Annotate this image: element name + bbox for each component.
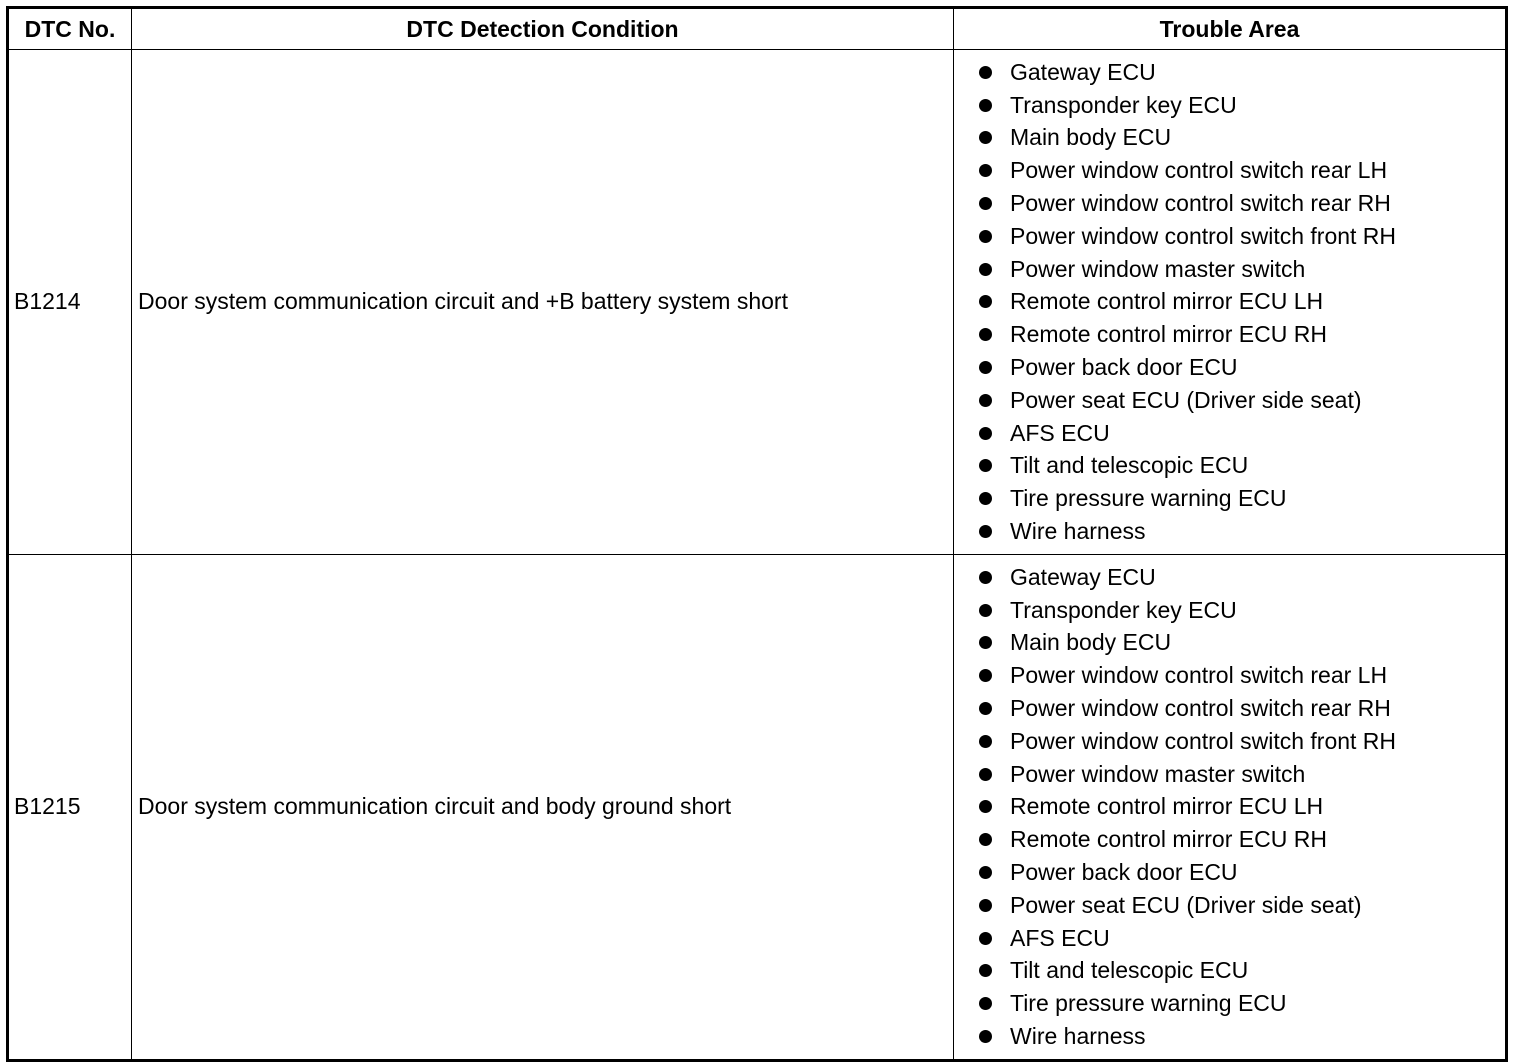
trouble-area-cell	[954, 554, 1507, 1060]
bullet-icon	[979, 295, 992, 308]
table-row	[8, 50, 1507, 555]
trouble-area-list	[954, 56, 1505, 548]
bullet-icon	[979, 525, 992, 538]
list-item	[954, 1020, 1505, 1053]
bullet-icon	[979, 492, 992, 505]
bullet-icon	[979, 833, 992, 846]
trouble-area-label: Tilt and telescopic ECU	[1010, 452, 1249, 479]
list-item	[954, 253, 1505, 286]
trouble-area-label: Power seat ECU (Driver side seat)	[1010, 386, 1362, 413]
trouble-area-label: Remote control mirror ECU LH	[1010, 793, 1324, 820]
trouble-area-label: Tire pressure warning ECU	[1010, 485, 1287, 512]
trouble-area-label: Transponder key ECU	[1010, 596, 1237, 623]
trouble-area-label: Power window control switch rear LH	[1010, 157, 1388, 184]
bullet-icon	[979, 328, 992, 341]
bullet-icon	[979, 197, 992, 210]
list-item	[954, 482, 1505, 515]
list-item	[954, 627, 1505, 660]
list-item	[954, 154, 1505, 187]
bullet-icon	[979, 964, 992, 977]
trouble-area-label: Wire harness	[1010, 518, 1146, 545]
trouble-area-label: Power window control switch rear LH	[1010, 662, 1388, 689]
trouble-area-label: AFS ECU	[1010, 924, 1110, 951]
bullet-icon	[979, 932, 992, 945]
trouble-area-label: Power window control switch front RH	[1010, 727, 1397, 754]
list-item	[954, 515, 1505, 548]
bullet-icon	[979, 735, 992, 748]
bullet-icon	[979, 361, 992, 374]
list-item	[954, 823, 1505, 856]
list-item	[954, 417, 1505, 450]
trouble-area-label: Power seat ECU (Driver side seat)	[1010, 891, 1362, 918]
list-item	[954, 987, 1505, 1020]
trouble-area-label: Gateway ECU	[1010, 58, 1156, 85]
bullet-icon	[979, 99, 992, 112]
bullet-icon	[979, 230, 992, 243]
trouble-area-cell	[954, 50, 1507, 555]
list-item	[954, 692, 1505, 725]
bullet-icon	[979, 394, 992, 407]
list-item	[954, 758, 1505, 791]
trouble-area-label: Power back door ECU	[1010, 354, 1238, 381]
bullet-icon	[979, 66, 992, 79]
list-item	[954, 351, 1505, 384]
header-row	[8, 8, 1507, 50]
list-item	[954, 889, 1505, 922]
bullet-icon	[979, 768, 992, 781]
list-item	[954, 122, 1505, 155]
bullet-icon	[979, 636, 992, 649]
bullet-icon	[979, 899, 992, 912]
bullet-icon	[979, 263, 992, 276]
list-item	[954, 955, 1505, 988]
trouble-area-label: Gateway ECU	[1010, 563, 1156, 590]
list-item	[954, 659, 1505, 692]
trouble-area-label: Main body ECU	[1010, 124, 1172, 151]
bullet-icon	[979, 800, 992, 813]
trouble-area-label: Power window control switch rear RH	[1010, 190, 1391, 217]
list-item	[954, 318, 1505, 351]
trouble-area-label: Power back door ECU	[1010, 859, 1238, 886]
list-item	[954, 922, 1505, 955]
trouble-area-label: Wire harness	[1010, 1023, 1146, 1049]
trouble-area-label: Power window control switch front RH	[1010, 222, 1397, 249]
detection-condition: Door system communication circuit and +B battery system short	[132, 50, 954, 555]
bullet-icon	[979, 427, 992, 440]
trouble-area-label: Main body ECU	[1010, 629, 1172, 656]
trouble-area-label: AFS ECU	[1010, 419, 1110, 446]
header-detection-condition: DTC Detection Condition	[132, 8, 954, 50]
header-trouble-area: Trouble Area	[954, 8, 1507, 50]
list-item	[954, 594, 1505, 627]
bullet-icon	[979, 604, 992, 617]
bullet-icon	[979, 702, 992, 715]
trouble-area-label: Tire pressure warning ECU	[1010, 990, 1287, 1017]
header-dtc-no: DTC No.	[8, 8, 132, 50]
trouble-area-label: Tilt and telescopic ECU	[1010, 957, 1249, 984]
bullet-icon	[979, 131, 992, 144]
table-row	[8, 554, 1507, 1060]
dtc-table	[6, 6, 1508, 1062]
list-item	[954, 187, 1505, 220]
trouble-area-label: Remote control mirror ECU RH	[1010, 826, 1327, 853]
list-item	[954, 89, 1505, 122]
dtc-code: B1215	[8, 554, 132, 1060]
list-item	[954, 791, 1505, 824]
bullet-icon	[979, 459, 992, 472]
list-item	[954, 220, 1505, 253]
trouble-area-label: Power window control switch rear RH	[1010, 695, 1391, 722]
bullet-icon	[979, 866, 992, 879]
bullet-icon	[979, 571, 992, 584]
list-item	[954, 725, 1505, 758]
list-item	[954, 384, 1505, 417]
bullet-icon	[979, 1030, 992, 1043]
trouble-area-label: Power window master switch	[1010, 760, 1306, 787]
list-item	[954, 450, 1505, 483]
bullet-icon	[979, 164, 992, 177]
trouble-area-label: Power window master switch	[1010, 255, 1306, 282]
trouble-area-label: Transponder key ECU	[1010, 91, 1237, 118]
dtc-code: B1214	[8, 50, 132, 555]
list-item	[954, 561, 1505, 594]
trouble-area-label: Remote control mirror ECU RH	[1010, 321, 1327, 348]
trouble-area-list	[954, 561, 1505, 1053]
bullet-icon	[979, 997, 992, 1010]
bullet-icon	[979, 669, 992, 682]
list-item	[954, 856, 1505, 889]
trouble-area-label: Remote control mirror ECU LH	[1010, 288, 1324, 315]
list-item	[954, 286, 1505, 319]
detection-condition: Door system communication circuit and body ground short	[132, 554, 954, 1060]
list-item	[954, 56, 1505, 89]
